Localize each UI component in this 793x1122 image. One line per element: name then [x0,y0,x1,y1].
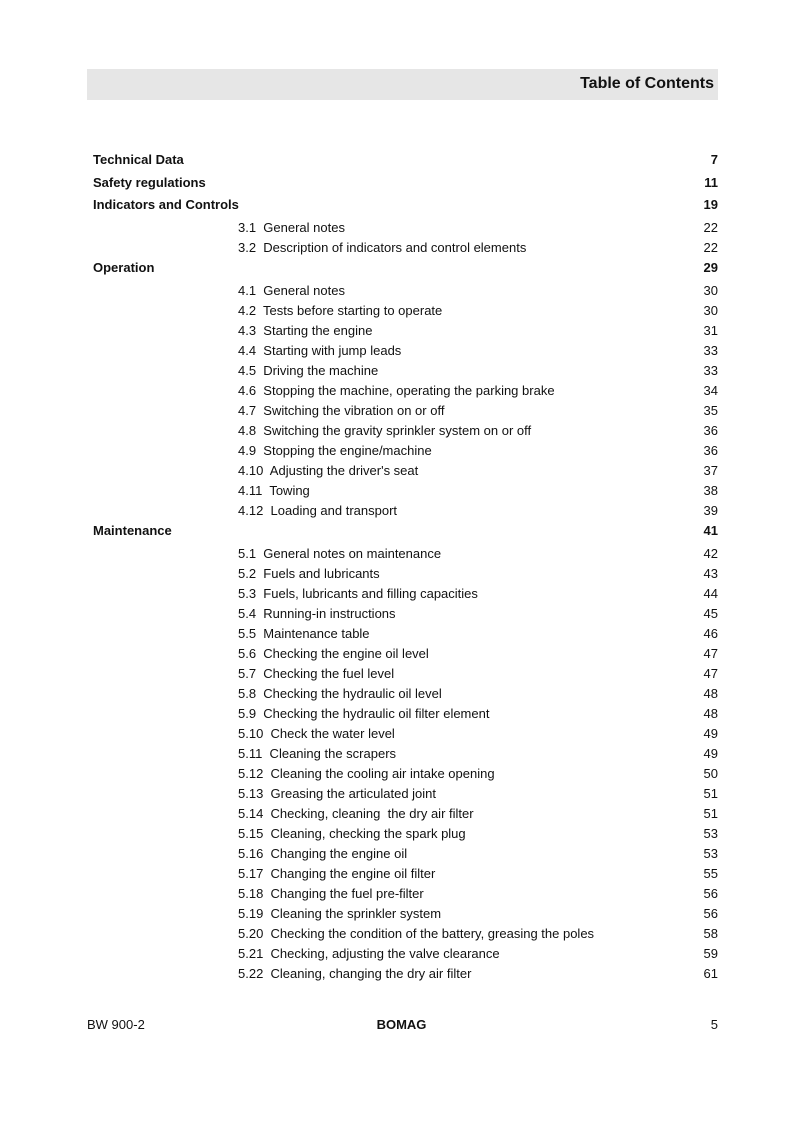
toc-section-title: 4.6 Stopping the machine, operating the parking brake [238,383,555,398]
toc-section-title: 5.1 General notes on maintenance [238,546,442,561]
toc-section-title: 5.9 Checking the hydraulic oil filter element [238,706,490,721]
toc-section-title: 5.7 Checking the fuel level [238,666,395,681]
toc-section-page: 48 [703,686,718,701]
toc-section-title: 5.13 Greasing the articulated joint [238,786,437,801]
toc-section-title: 5.19 Cleaning the sprinkler system [238,906,442,921]
toc-section-page: 30 [703,283,718,298]
toc-section-title: 5.18 Changing the fuel pre-filter [238,886,424,901]
toc-section-title: 5.5 Maintenance table [238,626,370,641]
toc-chapter-page: 19 [703,197,718,212]
toc-section-page: 39 [703,503,718,518]
toc-section-page: 56 [703,886,718,901]
toc-section-page: 37 [703,463,718,478]
toc-section-title: 4.7 Switching the vibration on or off [238,403,445,418]
toc-section-title: 4.2 Tests before starting to operate [238,303,443,318]
toc-section-page: 22 [703,240,718,255]
toc-section-title: 4.9 Stopping the engine/machine [238,443,432,458]
toc-chapter-title: Safety regulations [93,174,206,190]
toc-section-page: 53 [703,826,718,841]
toc-section-page: 22 [703,220,718,235]
toc-section-page: 49 [703,726,718,741]
toc-section-page: 33 [703,343,718,358]
toc-section-title: 5.14 Checking, cleaning the dry air filter [238,806,474,821]
toc-section-page: 51 [703,786,718,801]
toc-chapter-title: Operation [93,260,155,275]
toc-section-title: 4.12 Loading and transport [238,503,398,518]
toc-section-page: 33 [703,363,718,378]
toc-section-title: 5.21 Checking, adjusting the valve clearance [238,946,500,961]
toc-section-title: 4.3 Starting the engine [238,323,373,338]
toc-section-page: 38 [703,483,718,498]
toc-section-page: 34 [703,383,718,398]
toc-section-title: 5.3 Fuels, lubricants and filling capacities [238,586,478,601]
toc-chapter-title: Maintenance [93,523,172,538]
toc-section-title: 4.1 General notes [238,283,345,298]
toc-section-title: 5.17 Changing the engine oil filter [238,866,436,881]
toc-section-page: 47 [703,666,718,681]
toc-section-page: 56 [703,906,718,921]
toc-section-page: 36 [703,443,718,458]
toc-section-page: 47 [703,646,718,661]
toc-section-title: 5.6 Checking the engine oil level [238,646,429,661]
toc-section-page: 61 [703,966,718,981]
toc-section-page: 42 [703,546,718,561]
toc-section-page: 35 [703,403,718,418]
toc-section-page: 59 [703,946,718,961]
toc-chapter-title: Technical Data [93,152,184,167]
toc-chapter-page: 41 [703,523,718,538]
toc-chapter-page: 7 [710,152,718,167]
toc-section-title: 4.4 Starting with jump leads [238,343,402,358]
toc-section-page: 48 [703,706,718,721]
toc-section-title: 5.10 Check the water level [238,726,395,741]
toc-section-page: 46 [703,626,718,641]
footer-model: BW 900-2 [87,1017,145,1032]
toc-section-page: 49 [703,746,718,761]
footer-page-number: 5 [710,1017,718,1032]
page-title: Table of Contents [580,75,714,92]
toc-section-title: 3.2 Description of indicators and control elements [238,240,527,255]
toc-chapter-title: Indicators and Controls [93,197,239,212]
toc-section-title: 5.20 Checking the condition of the battery, greasing the poles [238,926,595,941]
toc-section-page: 53 [703,846,718,861]
toc-section-title: 5.2 Fuels and lubricants [238,566,380,581]
toc-section-page: 55 [703,866,718,881]
toc-section-title: 4.10 Adjusting the driver's seat [238,463,419,478]
toc-section-title: 5.16 Changing the engine oil [238,846,408,861]
toc-section-title: 5.12 Cleaning the cooling air intake opening [238,766,495,781]
toc-section-page: 31 [703,323,718,338]
toc-section-title: 3.1 General notes [238,220,345,235]
toc-section-title: 5.11 Cleaning the scrapers [238,746,397,761]
toc-section-page: 51 [703,806,718,821]
toc-section-title: 5.8 Checking the hydraulic oil level [238,686,442,701]
toc-section-title: 5.4 Running-in instructions [238,606,396,621]
toc-section-title: 4.8 Switching the gravity sprinkler system on or off [238,423,532,438]
toc-section-page: 30 [703,303,718,318]
toc-section-title: 5.15 Cleaning, checking the spark plug [238,826,466,841]
header-bar [87,69,718,100]
toc-section-title: 4.11 Towing [238,483,310,498]
toc-chapter-page: 11 [704,174,718,190]
footer-brand: BOMAG [376,1017,427,1032]
toc-section-page: 36 [703,423,718,438]
toc-section-title: 4.5 Driving the machine [238,363,379,378]
toc-chapter-page: 29 [703,260,718,275]
toc-section-page: 58 [703,926,718,941]
toc-section-page: 50 [703,766,718,781]
toc-section-page: 43 [703,566,718,581]
toc-section-page: 44 [703,586,718,601]
toc-section-page: 45 [703,606,718,621]
toc-section-title: 5.22 Cleaning, changing the dry air filter [238,966,472,981]
